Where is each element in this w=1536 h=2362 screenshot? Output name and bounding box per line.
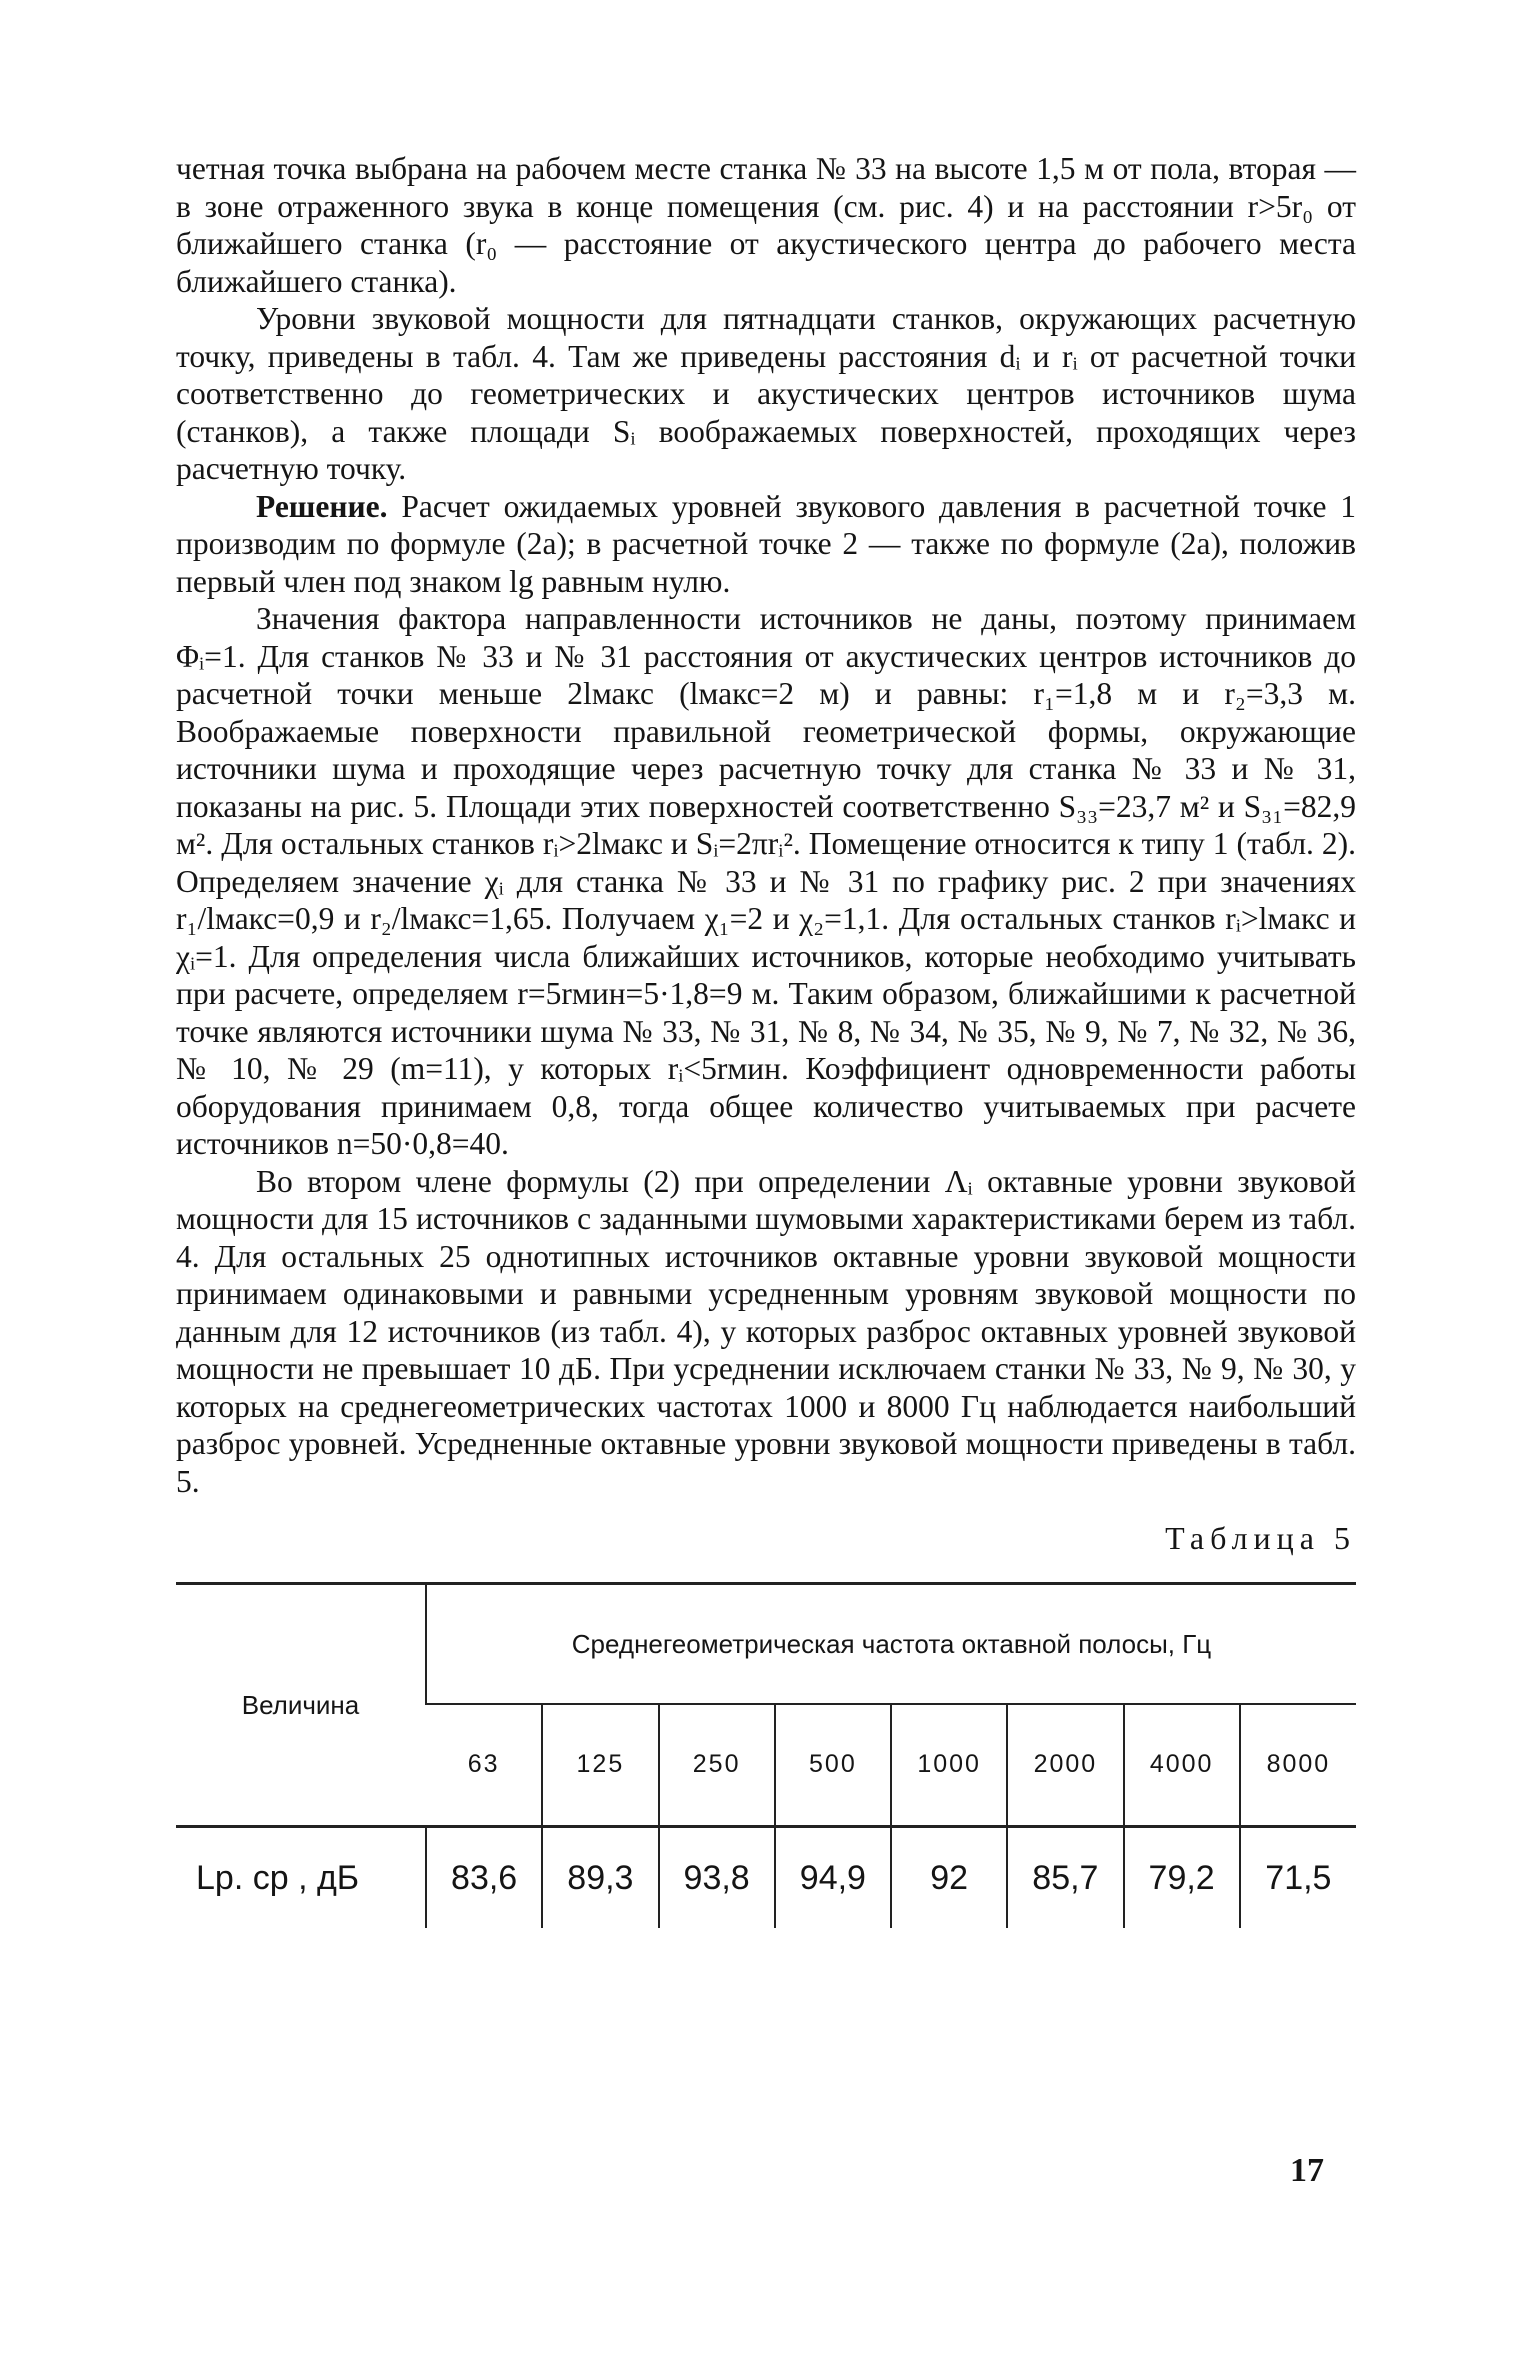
paragraph-3: Значения фактора направленности источников не даны, поэтому принимаем Φᵢ=1. Для станков № 33 и № 31 расстояния от акустических центров источников до расчетной точки меньше 2lмакс (lмакс=2 м) и равны: r₁=1,8 м и r₂=3,3 м. Воображаемые поверхности правильной геометрической формы, окружающие источники шума и проходящие через расчетную точку для станка № 33 и № 31, показаны на рис. 5. Площади этих поверхностей соответственно S₃₃=23,7 м² и S₃₁=82,9 м². Для остальных станков rᵢ>2lмакс и Sᵢ=2πrᵢ². Помещение относится к типу 1 (табл. 2). Определяем значение χᵢ для станка № 33 и № 31 по графику рис. 2 при значениях r₁/lмакс=0,9 и r₂/lмакс=1,65. Получаем χ₁=2 и χ₂=1,1. Для остальных станков rᵢ>lмакс и χᵢ=1. Для определения числа ближайших источников, которые необходимо учитывать при расчете, определяем r=5rмин=5·1,8=9 м. Таким образом, ближайшими к расчетной точке являются источники шума № 33, № 31, № 8, № 34, № 35, № 9, № 7, № 32, № 36, № 10, № 29 (m=11), у которых rᵢ<5rмин. Коэффициент одновременности работы оборудования принимаем 0,8, тогда общее количество учитываемых при расчете источников n=50·0,8=40. <box>176 601 1356 1161</box>
page-number: 17 <box>1290 2152 1324 2189</box>
table-caption: Таблица 5 <box>1165 1520 1356 1556</box>
freq-63: 63 <box>467 1750 500 1779</box>
value-1000: 92 <box>891 1827 1007 1929</box>
frequency-group-header: Среднегеометрическая частота октавной полосы, Гц <box>426 1584 1356 1704</box>
freq-2000: 2000 <box>1007 1704 1123 1827</box>
value-2000: 85,7 <box>1007 1827 1123 1929</box>
quantity-header: Величина <box>176 1584 426 1827</box>
solution-label: Решение. <box>256 488 388 524</box>
page-body <box>176 150 1356 1928</box>
freq-500: 500 <box>775 1704 891 1827</box>
paragraph-1: четная точка выбрана на рабочем месте станка № 33 на высоте 1,5 м от пола, вторая — в зоне отраженного звука в конце помещения (см. рис. 4) и на расстоянии r>5r₀ от ближайшего станка (r₀ — расстояние от акустического центра до рабочего места ближайшего станка). <box>176 151 1356 299</box>
table-5 <box>176 1582 1356 1928</box>
body-text <box>176 150 1356 1500</box>
value-8000: 71,5 <box>1240 1827 1356 1929</box>
freq-250: 250 <box>659 1704 775 1827</box>
table-row <box>176 1827 1356 1929</box>
paragraph-solution <box>176 488 1356 601</box>
value-125: 89,3 <box>542 1827 658 1929</box>
freq-125: 125 <box>542 1704 658 1827</box>
row-label: Lp. ср , дБ <box>176 1827 426 1929</box>
value-250: 93,8 <box>659 1827 775 1929</box>
paragraph-2: Уровни звуковой мощности для пятнадцати станков, окружающих расчетную точку, приведены в табл. 4. Там же приведены расстояния dᵢ и rᵢ от расчетной точки соответственно до геометрических и акустических центров источников шума (станков), а также площади Sᵢ воображаемых поверхностей, проходящих через расчетную точку. <box>176 301 1356 486</box>
value-500: 94,9 <box>775 1827 891 1929</box>
freq-1000: 1000 <box>891 1704 1007 1827</box>
freq-4000: 4000 <box>1124 1704 1240 1827</box>
paragraph-4: Во втором члене формулы (2) при определении Λᵢ октавные уровни звуковой мощности для 15 источников с заданными шумовыми характеристиками берем из табл. 4. Для остальных 25 однотипных источников октавные уровни звуковой мощности принимаем одинаковыми и равными усредненным уровням звуковой мощности по данным для 12 источников (из табл. 4), у которых разброс октавных уровней звуковой мощности не превышает 10 дБ. При усреднении исключаем станки № 33, № 9, № 30, у которых на среднегеометрических частотах 1000 и 8000 Гц наблюдается наибольший разброс уровней. Усредненные октавные уровни звуковой мощности приведены в табл. 5. <box>176 1163 1356 1499</box>
value-4000: 79,2 <box>1124 1827 1240 1929</box>
freq-8000: 8000 <box>1240 1704 1356 1827</box>
solution-text: Расчет ожидаемых уровней звукового давления в расчетной точке 1 производим по формуле (2а); в расчетной точке 2 — также по формуле (2а), положив первый член под знаком lg равным нулю. <box>176 488 1356 599</box>
value-63: 83,6 <box>426 1827 542 1929</box>
